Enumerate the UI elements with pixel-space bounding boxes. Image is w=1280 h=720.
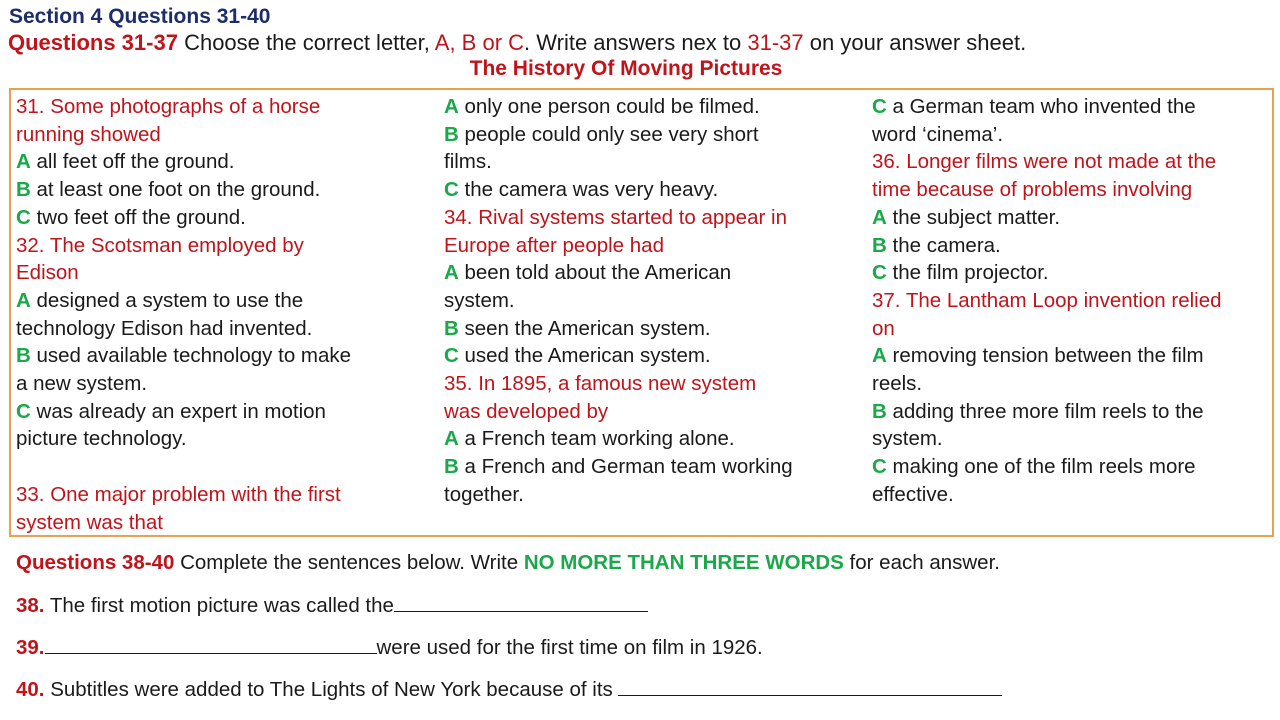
option-33b <box>444 121 793 149</box>
option-text: the subject matter. <box>886 205 1061 229</box>
question-31-stem-cont: running showed <box>16 122 161 146</box>
instructions-31-37 <box>8 30 1026 56</box>
question-35-stem-cont: was developed by <box>444 399 609 423</box>
option-letter: B <box>444 455 459 479</box>
option-31c <box>16 204 351 232</box>
column-2 <box>444 93 793 509</box>
option-37c <box>872 453 1222 481</box>
instructions-text-3: on your answer sheet. <box>803 30 1027 55</box>
option-letter: B <box>16 178 31 202</box>
option-text: used the American system. <box>458 344 711 368</box>
answer-blank-40[interactable] <box>618 677 1002 696</box>
answer-blank-38[interactable] <box>394 593 648 612</box>
answer-blank-39[interactable] <box>45 635 377 654</box>
question-32-stem: 32. The Scotsman employed by <box>16 233 304 257</box>
option-text: people could only see very short <box>458 122 759 146</box>
option-35b <box>444 453 793 481</box>
option-letter: C <box>444 178 459 202</box>
option-letter: B <box>444 122 459 146</box>
instructions-text: Choose the correct letter, <box>177 30 435 55</box>
option-letter: C <box>444 344 459 368</box>
option-text: seen the American system. <box>458 316 711 340</box>
option-32c <box>16 398 351 426</box>
option-text: used available technology to make <box>30 344 352 368</box>
option-37a-cont: reels. <box>872 372 923 396</box>
option-letter: A <box>444 261 459 285</box>
option-text: removing tension between the film <box>886 344 1204 368</box>
question-37-stem: 37. The Lantham Loop invention relied <box>872 288 1222 312</box>
column-1 <box>16 93 351 536</box>
spacer <box>16 453 351 481</box>
option-letter: C <box>872 95 887 118</box>
option-letter: A <box>444 427 459 451</box>
instructions-text-2: for each answer. <box>843 551 1000 574</box>
option-31b <box>16 176 351 204</box>
option-letter: A <box>444 95 459 118</box>
option-32c-cont: picture technology. <box>16 427 187 451</box>
questions-range-label-2: Questions 38-40 <box>16 551 175 574</box>
option-text: was already an expert in motion <box>30 399 326 423</box>
option-text: the camera was very heavy. <box>458 178 719 202</box>
question-text: The first motion picture was called the <box>44 594 394 617</box>
option-33b-cont: films. <box>444 150 492 174</box>
option-text: all feet off the ground. <box>30 150 235 174</box>
option-text: at least one foot on the ground. <box>30 178 321 202</box>
instructions-or: or <box>476 30 509 55</box>
option-text: making one of the film reels more <box>886 455 1196 479</box>
question-32-stem-cont: Edison <box>16 261 79 285</box>
option-35c <box>872 93 1222 121</box>
instructions-text: Complete the sentences below. Write <box>174 551 524 574</box>
option-letter: C <box>872 455 887 479</box>
option-37b-cont: system. <box>872 427 943 451</box>
option-33c <box>444 176 793 204</box>
option-33a <box>444 93 793 121</box>
option-text: the film projector. <box>886 261 1049 285</box>
question-text: were used for the first time on film in 1926. <box>376 636 763 659</box>
option-35a <box>444 425 793 453</box>
column-3 <box>872 93 1222 509</box>
question-33-stem: 33. One major problem with the first <box>16 482 341 506</box>
option-letter: A <box>872 205 887 229</box>
question-text: Subtitles were added to The Lights of New York because of its <box>44 678 619 701</box>
question-39 <box>16 635 763 660</box>
option-36b <box>872 232 1222 260</box>
questions-range-label: Questions 31-37 <box>8 30 178 55</box>
instructions-range-2: 31-37 <box>747 30 804 55</box>
instructions-letter-c: C <box>508 30 525 55</box>
option-37b <box>872 398 1222 426</box>
option-37c-cont: effective. <box>872 482 954 506</box>
page-title: The History Of Moving Pictures <box>469 57 783 80</box>
question-36-stem: 36. Longer films were not made at the <box>872 150 1217 174</box>
question-38 <box>16 593 648 618</box>
option-text: two feet off the ground. <box>30 205 246 229</box>
instructions-letters: A, B <box>434 30 477 55</box>
option-letter: B <box>872 399 887 423</box>
instructions-38-40 <box>16 551 1000 575</box>
option-letter: C <box>16 205 31 229</box>
option-letter: B <box>872 233 887 257</box>
option-text: the camera. <box>886 233 1001 257</box>
option-text: adding three more film reels to the <box>886 399 1204 423</box>
option-letter: B <box>444 316 459 340</box>
option-letter: A <box>16 150 31 174</box>
option-34a-cont: system. <box>444 288 515 312</box>
option-text: a French team working alone. <box>458 427 735 451</box>
word-limit-emphasis: NO MORE THAN THREE WORDS <box>523 551 844 574</box>
question-40 <box>16 677 1002 702</box>
question-35-stem: 35. In 1895, a famous new system <box>444 372 757 396</box>
question-number: 40. <box>16 678 45 701</box>
option-text: a French and German team working <box>458 455 793 479</box>
option-37a <box>872 342 1222 370</box>
option-32b <box>16 342 351 370</box>
option-35b-cont: together. <box>444 482 524 506</box>
option-text: been told about the American <box>458 261 732 285</box>
option-36c <box>872 259 1222 287</box>
option-34b <box>444 315 793 343</box>
question-number: 39. <box>16 636 45 659</box>
question-34-stem: 34. Rival systems started to appear in <box>444 205 787 229</box>
option-36a <box>872 204 1222 232</box>
question-number: 38. <box>16 594 45 617</box>
option-letter: A <box>16 288 31 312</box>
option-34a <box>444 259 793 287</box>
question-34-stem-cont: Europe after people had <box>444 233 664 257</box>
option-35c-cont: word ‘cinema’. <box>872 122 1004 146</box>
option-34c <box>444 342 793 370</box>
option-text: a German team who invented the <box>886 95 1196 118</box>
option-32a-cont: technology Edison had invented. <box>16 316 313 340</box>
option-32a <box>16 287 351 315</box>
section-title: Section 4 Questions 31-40 <box>9 5 271 28</box>
question-36-stem-cont: time because of problems involving <box>872 178 1193 202</box>
option-text: only one person could be filmed. <box>458 95 760 118</box>
option-31a <box>16 148 351 176</box>
option-letter: B <box>16 344 31 368</box>
option-letter: A <box>872 344 887 368</box>
option-text: designed a system to use the <box>30 288 304 312</box>
question-33-stem-cont: system was that <box>16 510 163 534</box>
option-32b-cont: a new system. <box>16 372 148 396</box>
question-37-stem-cont: on <box>872 316 895 340</box>
question-31-stem: 31. Some photographs of a horse <box>16 95 321 118</box>
instructions-text-2: . Write answers nex to <box>524 30 748 55</box>
option-letter: C <box>16 399 31 423</box>
option-letter: C <box>872 261 887 285</box>
